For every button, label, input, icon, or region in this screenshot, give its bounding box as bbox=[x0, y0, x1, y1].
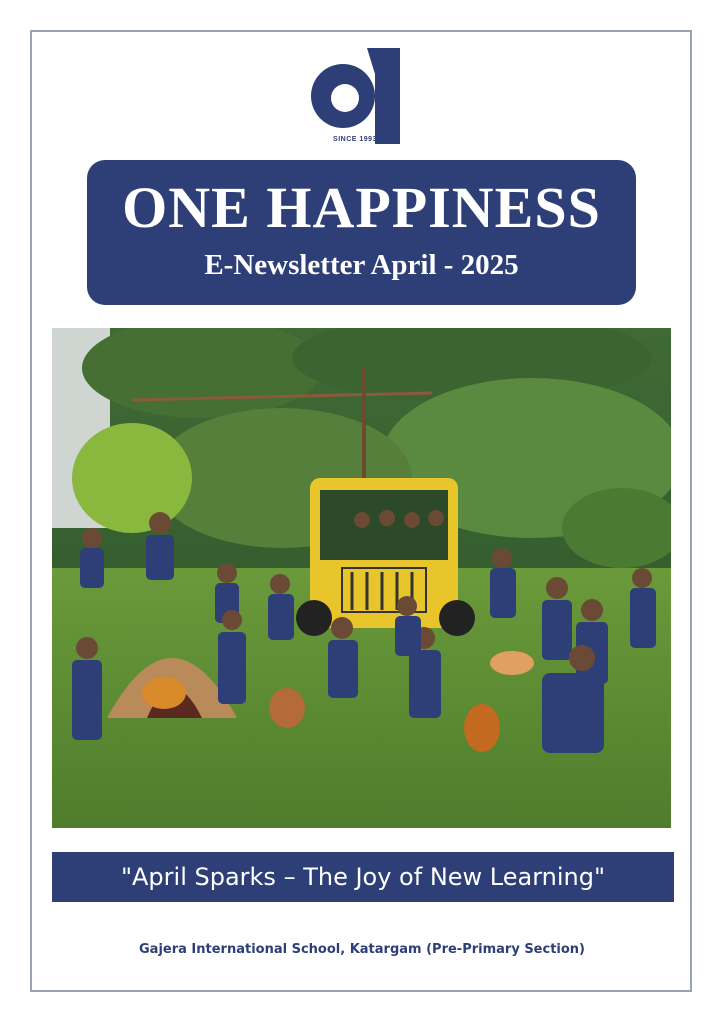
school-logo bbox=[305, 44, 405, 150]
school-name: Gajera International School, Katargam (Pre-Primary Section) bbox=[139, 942, 585, 957]
logo-a-icon bbox=[305, 44, 405, 150]
logo-caption: SINCE 1993 bbox=[333, 136, 377, 143]
title-box bbox=[87, 160, 636, 305]
theme-banner bbox=[52, 852, 674, 902]
theme-text: "April Sparks – The Joy of New Learning" bbox=[120, 863, 606, 891]
newsletter-title: ONE HAPPINESS bbox=[122, 175, 601, 240]
cover-photo bbox=[52, 328, 671, 828]
newsletter-subtitle: E-Newsletter April - 2025 bbox=[204, 249, 519, 281]
